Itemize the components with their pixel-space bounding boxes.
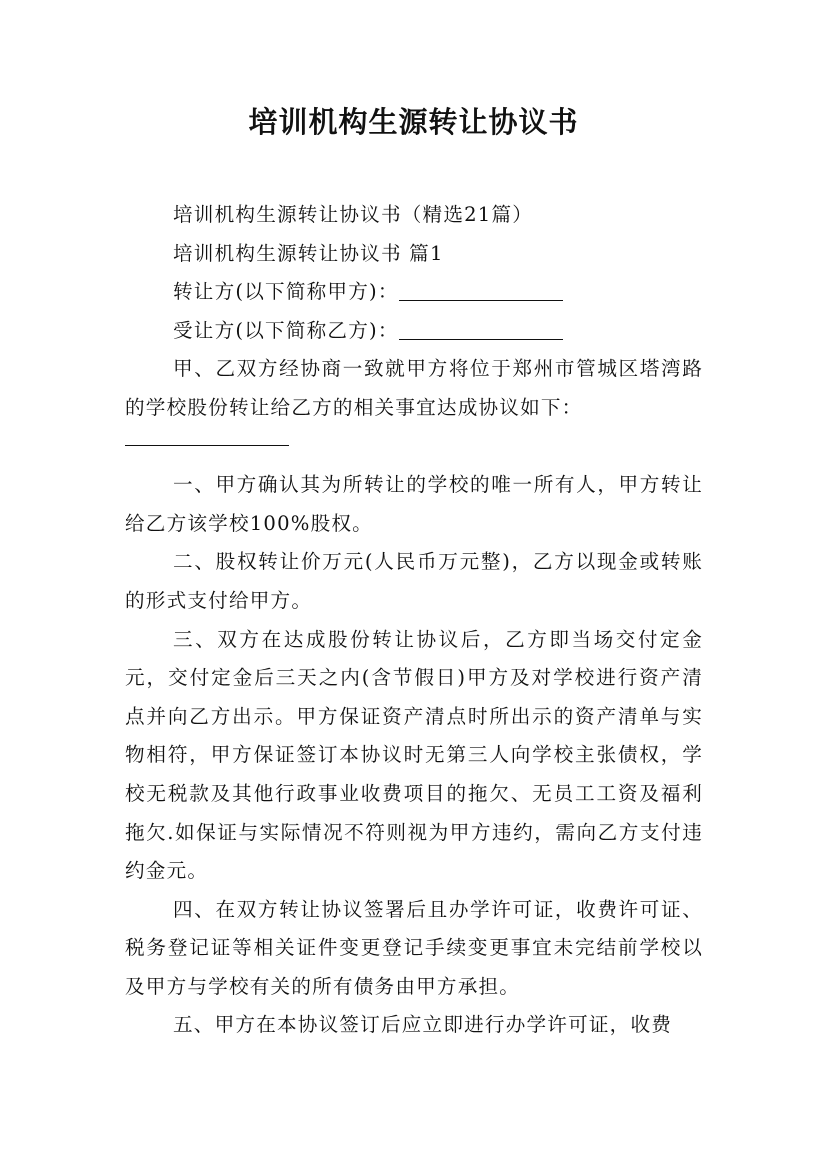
document-body bbox=[125, 196, 703, 1045]
document-title: 培训机构生源转让协议书 bbox=[248, 105, 579, 139]
subtitle-line: 培训机构生源转让协议书（精选21篇） bbox=[173, 203, 534, 226]
transferee-line bbox=[125, 312, 703, 351]
intro-blank bbox=[125, 444, 289, 446]
transferor-blank bbox=[399, 299, 563, 301]
transferor-line bbox=[125, 273, 703, 312]
transferor-label: 转让方(以下简称甲方)： bbox=[173, 280, 399, 304]
clause-1: 一、甲方确认其为所转让的学校的唯一所有人，甲方转让给乙方该学校100%股权。 bbox=[125, 473, 703, 535]
transferee-blank bbox=[399, 338, 563, 340]
section-heading: 培训机构生源转让协议书 篇1 bbox=[173, 241, 444, 265]
transferee-label: 受让方(以下简称乙方)： bbox=[173, 318, 399, 342]
clause-2: 二、股权转让价万元(人民币万元整)，乙方以现金或转账的形式支付给甲方。 bbox=[125, 550, 703, 612]
clause-4: 四、在双方转让协议签署后且办学许可证，收费许可证、税务登记证等相关证件变更登记手续变更事宜未完结前学校以及甲方与学校有关的所有债务由甲方承担。 bbox=[125, 897, 703, 998]
intro-paragraph: 甲、乙双方经协商一致就甲方将位于郑州市管城区塔湾路的学校股份转让给乙方的相关事宜达成协议如下： bbox=[125, 357, 703, 419]
clause-5: 五、甲方在本协议签订后应立即进行办学许可证，收费 bbox=[173, 1013, 673, 1037]
signature-blank-line bbox=[125, 428, 703, 467]
clause-3: 三、双方在达成股份转让协议后，乙方即当场交付定金元，交付定金后三天之内(含节假日)甲方及对学校进行资产清点并向乙方出示。甲方保证资产清点时所出示的资产清单与实物相符，甲方保证签订本协议时无第三人向学校主张债权，学校无税款及其他行政事业收费项目的拖欠、无员工工资及福利拖欠.如保证与实际情况不符则视为甲方违约，需向乙方支付违约金元。 bbox=[125, 627, 703, 883]
